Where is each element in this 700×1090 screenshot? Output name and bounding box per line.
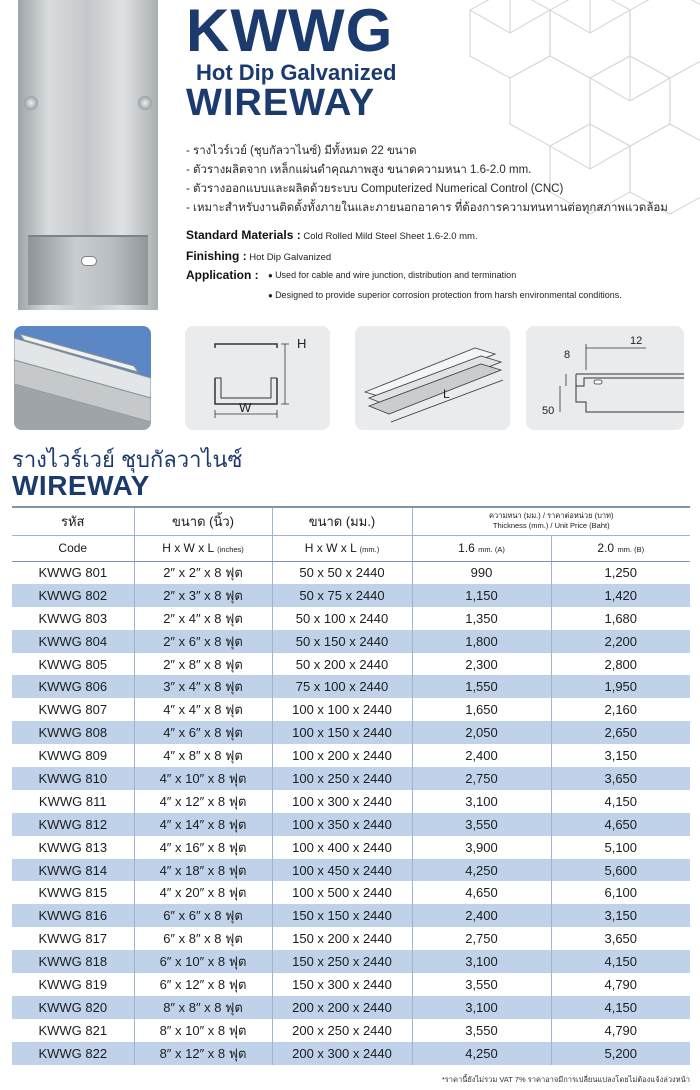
cell-price-b: 5,200	[551, 1042, 690, 1065]
table-row	[12, 950, 690, 973]
cross-section-diagram	[185, 326, 330, 430]
screw-icon	[138, 96, 152, 110]
cell-code: KWWG 811	[12, 790, 134, 813]
cell-code: KWWG 809	[12, 744, 134, 767]
product-title-wireway: WIREWAY	[186, 82, 376, 124]
cell-price-b: 3,150	[551, 744, 690, 767]
cell-code: KWWG 805	[12, 653, 134, 676]
dimension-12-label: 12	[630, 335, 643, 347]
cell-price-b: 4,650	[551, 813, 690, 836]
header-thickness-b	[551, 535, 690, 561]
cell-size-mm: 50 x 75 x 2440	[272, 584, 412, 607]
cell-size-mm: 50 x 50 x 2440	[272, 561, 412, 584]
table-row	[12, 561, 690, 584]
table-header-row	[12, 507, 690, 535]
table-row	[12, 790, 690, 813]
cell-size-mm: 150 x 150 x 2440	[272, 904, 412, 927]
cell-size-mm: 150 x 200 x 2440	[272, 927, 412, 950]
cell-size-inch: 4″ x 8″ x 8 ฟุต	[134, 744, 272, 767]
cell-price-b: 1,680	[551, 607, 690, 630]
cell-code: KWWG 820	[12, 996, 134, 1019]
cell-code: KWWG 815	[12, 881, 134, 904]
cell-size-mm: 100 x 250 x 2440	[272, 767, 412, 790]
application	[186, 268, 259, 282]
wireway-3d-photo	[14, 326, 151, 430]
table-row	[12, 675, 690, 698]
cell-code: KWWG 810	[12, 767, 134, 790]
cell-price-a: 2,050	[412, 721, 551, 744]
dimension-8-label: 8	[564, 349, 571, 361]
finishing-value: Hot Dip Galvanized	[249, 252, 332, 263]
cell-price-b: 3,650	[551, 927, 690, 950]
header-code-thai: รหัส	[12, 507, 134, 535]
feature-item: - รางไวร์เวย์ (ชุบกัลวาไนซ์) มีทั้งหมด 22 ขนาด	[186, 142, 668, 161]
standard-materials-value: Cold Rolled Mild Steel Sheet 1.6-2.0 mm.	[303, 231, 478, 242]
flange-detail-diagram	[526, 326, 684, 430]
screw-icon	[24, 96, 38, 110]
cell-price-a: 1,650	[412, 698, 551, 721]
dimension-w-label: W	[239, 400, 252, 415]
cell-size-inch: 2″ x 6″ x 8 ฟุต	[134, 630, 272, 653]
knockout-hole	[81, 256, 97, 266]
cell-size-mm: 150 x 250 x 2440	[272, 950, 412, 973]
cell-size-mm: 100 x 300 x 2440	[272, 790, 412, 813]
cell-size-inch: 8″ x 10″ x 8 ฟุต	[134, 1019, 272, 1042]
wireway-product-photo	[18, 0, 158, 310]
cell-size-inch: 8″ x 8″ x 8 ฟุต	[134, 996, 272, 1019]
cell-price-b: 5,100	[551, 836, 690, 859]
header-size-mm	[272, 535, 412, 561]
cell-price-b: 4,790	[551, 1019, 690, 1042]
cell-price-a: 3,550	[412, 813, 551, 836]
header-size-mm-thai: ขนาด (มม.)	[272, 507, 412, 535]
cell-size-mm: 75 x 100 x 2440	[272, 675, 412, 698]
table-row	[12, 1019, 690, 1042]
cell-price-a: 2,400	[412, 744, 551, 767]
cell-size-inch: 3″ x 4″ x 8 ฟุต	[134, 675, 272, 698]
cell-size-inch: 4″ x 14″ x 8 ฟุต	[134, 813, 272, 836]
cell-price-a: 1,550	[412, 675, 551, 698]
cell-size-inch: 6″ x 8″ x 8 ฟุต	[134, 927, 272, 950]
cell-price-a: 4,250	[412, 859, 551, 882]
dimension-50-label: 50	[542, 405, 555, 417]
cell-price-b: 1,420	[551, 584, 690, 607]
table-row	[12, 836, 690, 859]
header-thickness-a	[412, 535, 551, 561]
cell-code: KWWG 802	[12, 584, 134, 607]
cell-size-mm: 100 x 400 x 2440	[272, 836, 412, 859]
cell-code: KWWG 814	[12, 859, 134, 882]
cell-code: KWWG 804	[12, 630, 134, 653]
header-thickness-b-value: 2.0	[597, 541, 615, 555]
cell-code: KWWG 806	[12, 675, 134, 698]
feature-item: - ตัวรางออกแบบและผลิตด้วยระบบ Computerized Numerical Control (CNC)	[186, 180, 668, 199]
cell-size-mm: 100 x 350 x 2440	[272, 813, 412, 836]
header-size-mm-unit: (mm.)	[359, 545, 380, 554]
cell-price-a: 2,750	[412, 767, 551, 790]
cell-price-a: 3,100	[412, 790, 551, 813]
cell-size-inch: 8″ x 12″ x 8 ฟุต	[134, 1042, 272, 1065]
price-footnote: *ราคานี้ยังไม่รวม VAT 7% ราคาอาจมีการเปลี่ยนแปลงโดยไม่ต้องแจ้งล่วงหน้า	[441, 1075, 690, 1084]
header-size-mm-dims: H x W x L	[304, 541, 357, 555]
table-row	[12, 996, 690, 1019]
header-price	[412, 507, 690, 535]
cell-price-a: 1,150	[412, 584, 551, 607]
cell-price-a: 990	[412, 561, 551, 584]
cell-size-mm: 100 x 500 x 2440	[272, 881, 412, 904]
cell-price-b: 3,150	[551, 904, 690, 927]
cell-size-mm: 150 x 300 x 2440	[272, 973, 412, 996]
length-diagram	[355, 326, 510, 430]
product-subtitle: Hot Dip Galvanized	[196, 60, 397, 85]
cell-price-a: 1,800	[412, 630, 551, 653]
price-table	[12, 506, 690, 1065]
wireway-slot	[28, 235, 148, 305]
cell-size-inch: 2″ x 4″ x 8 ฟุต	[134, 607, 272, 630]
cell-code: KWWG 818	[12, 950, 134, 973]
header-code: Code	[12, 535, 134, 561]
cell-size-inch: 6″ x 12″ x 8 ฟุต	[134, 973, 272, 996]
header-size-inch-unit: (inches)	[217, 545, 244, 554]
feature-item: - เหมาะสำหรับงานติดตั้งทั้งภายในและภายนอกอาคาร ที่ต้องการความทนทานต่อทุกสภาพแวดล้อม	[186, 199, 668, 218]
cell-price-a: 1,350	[412, 607, 551, 630]
cell-code: KWWG 813	[12, 836, 134, 859]
table-row	[12, 973, 690, 996]
cell-price-b: 6,100	[551, 881, 690, 904]
cell-price-b: 2,650	[551, 721, 690, 744]
table-row	[12, 767, 690, 790]
application-item: ● Designed to provide superior corrosion protection from harsh environmental conditions.	[268, 290, 622, 300]
cell-size-mm: 100 x 200 x 2440	[272, 744, 412, 767]
cell-size-mm: 100 x 150 x 2440	[272, 721, 412, 744]
dimension-h-label: H	[297, 336, 307, 351]
header-price-thai: ความหนา (มม.) / ราคาต่อหน่วย (บาท)	[489, 511, 614, 521]
cell-code: KWWG 817	[12, 927, 134, 950]
cell-price-a: 2,400	[412, 904, 551, 927]
table-row	[12, 653, 690, 676]
table-row	[12, 904, 690, 927]
cell-price-a: 2,750	[412, 927, 551, 950]
cell-code: KWWG 819	[12, 973, 134, 996]
header-thickness-a-value: 1.6	[458, 541, 475, 555]
cell-price-b: 1,950	[551, 675, 690, 698]
cell-code: KWWG 816	[12, 904, 134, 927]
cell-size-inch: 4″ x 16″ x 8 ฟุต	[134, 836, 272, 859]
feature-list	[186, 142, 668, 218]
section-title: WIREWAY	[12, 470, 150, 501]
header-size-inch-thai: ขนาด (นิ้ว)	[134, 507, 272, 535]
cell-price-a: 3,100	[412, 950, 551, 973]
dimension-l-label: L	[443, 387, 450, 401]
cell-size-mm: 200 x 300 x 2440	[272, 1042, 412, 1065]
header-size-inch	[134, 535, 272, 561]
cell-size-mm: 200 x 250 x 2440	[272, 1019, 412, 1042]
finishing	[186, 249, 331, 263]
cell-price-a: 3,900	[412, 836, 551, 859]
table-row	[12, 859, 690, 882]
cell-price-b: 5,600	[551, 859, 690, 882]
header-price-en: Thickness (mm.) / Unit Price (Baht)	[492, 521, 610, 531]
table-subheader-row	[12, 535, 690, 561]
header-thickness-a-unit: mm. (A)	[478, 545, 505, 554]
cell-price-a: 3,550	[412, 973, 551, 996]
cell-code: KWWG 803	[12, 607, 134, 630]
cell-size-inch: 4″ x 12″ x 8 ฟุต	[134, 790, 272, 813]
table-row	[12, 630, 690, 653]
table-row	[12, 813, 690, 836]
cell-price-b: 4,150	[551, 950, 690, 973]
cell-size-inch: 2″ x 8″ x 8 ฟุต	[134, 653, 272, 676]
finishing-label: Finishing :	[186, 249, 247, 263]
section-title-thai: รางไวร์เวย์ ชุบกัลวาไนซ์	[12, 447, 243, 472]
cell-size-mm: 200 x 200 x 2440	[272, 996, 412, 1019]
application-item: ● Used for cable and wire junction, distribution and termination	[268, 270, 516, 280]
table-row	[12, 607, 690, 630]
cell-size-inch: 6″ x 6″ x 8 ฟุต	[134, 904, 272, 927]
cell-price-b: 4,790	[551, 973, 690, 996]
cell-size-inch: 4″ x 18″ x 8 ฟุต	[134, 859, 272, 882]
cell-size-inch: 2″ x 2″ x 8 ฟุต	[134, 561, 272, 584]
cell-price-b: 2,800	[551, 653, 690, 676]
cell-price-b: 1,250	[551, 561, 690, 584]
header-size-inch-dims: H x W x L	[162, 541, 214, 555]
cell-price-b: 2,160	[551, 698, 690, 721]
cell-size-mm: 50 x 100 x 2440	[272, 607, 412, 630]
cell-price-a: 3,100	[412, 996, 551, 1019]
cell-size-mm: 100 x 100 x 2440	[272, 698, 412, 721]
cell-code: KWWG 808	[12, 721, 134, 744]
cell-price-b: 4,150	[551, 996, 690, 1019]
table-row	[12, 744, 690, 767]
cell-size-inch: 4″ x 4″ x 8 ฟุต	[134, 698, 272, 721]
application-label: Application :	[186, 268, 259, 282]
cell-price-a: 4,650	[412, 881, 551, 904]
cell-price-b: 2,200	[551, 630, 690, 653]
cell-price-a: 2,300	[412, 653, 551, 676]
cell-size-inch: 6″ x 10″ x 8 ฟุต	[134, 950, 272, 973]
cell-size-inch: 4″ x 10″ x 8 ฟุต	[134, 767, 272, 790]
standard-materials-label: Standard Materials :	[186, 228, 301, 242]
product-title: KWWG	[186, 0, 394, 64]
cell-price-a: 3,550	[412, 1019, 551, 1042]
table-row	[12, 927, 690, 950]
cell-price-b: 4,150	[551, 790, 690, 813]
header-thickness-b-unit: mm. (B)	[617, 545, 645, 554]
cell-code: KWWG 807	[12, 698, 134, 721]
table-row	[12, 698, 690, 721]
table-row	[12, 584, 690, 607]
cell-code: KWWG 822	[12, 1042, 134, 1065]
table-row	[12, 881, 690, 904]
cell-code: KWWG 812	[12, 813, 134, 836]
cell-code: KWWG 821	[12, 1019, 134, 1042]
table-row	[12, 721, 690, 744]
cell-price-b: 3,650	[551, 767, 690, 790]
table-row	[12, 1042, 690, 1065]
cell-size-mm: 100 x 450 x 2440	[272, 859, 412, 882]
cell-code: KWWG 801	[12, 561, 134, 584]
hero-section	[0, 0, 700, 318]
cell-price-a: 4,250	[412, 1042, 551, 1065]
cell-size-mm: 50 x 200 x 2440	[272, 653, 412, 676]
table-body	[12, 561, 690, 1065]
cell-size-inch: 4″ x 6″ x 8 ฟุต	[134, 721, 272, 744]
standard-materials	[186, 228, 478, 242]
cell-size-inch: 4″ x 20″ x 8 ฟุต	[134, 881, 272, 904]
cell-size-inch: 2″ x 3″ x 8 ฟุต	[134, 584, 272, 607]
feature-item: - ตัวรางผลิตจาก เหล็กแผ่นดำคุณภาพสูง ขนาดความหนา 1.6-2.0 mm.	[186, 161, 668, 180]
cell-size-mm: 50 x 150 x 2440	[272, 630, 412, 653]
